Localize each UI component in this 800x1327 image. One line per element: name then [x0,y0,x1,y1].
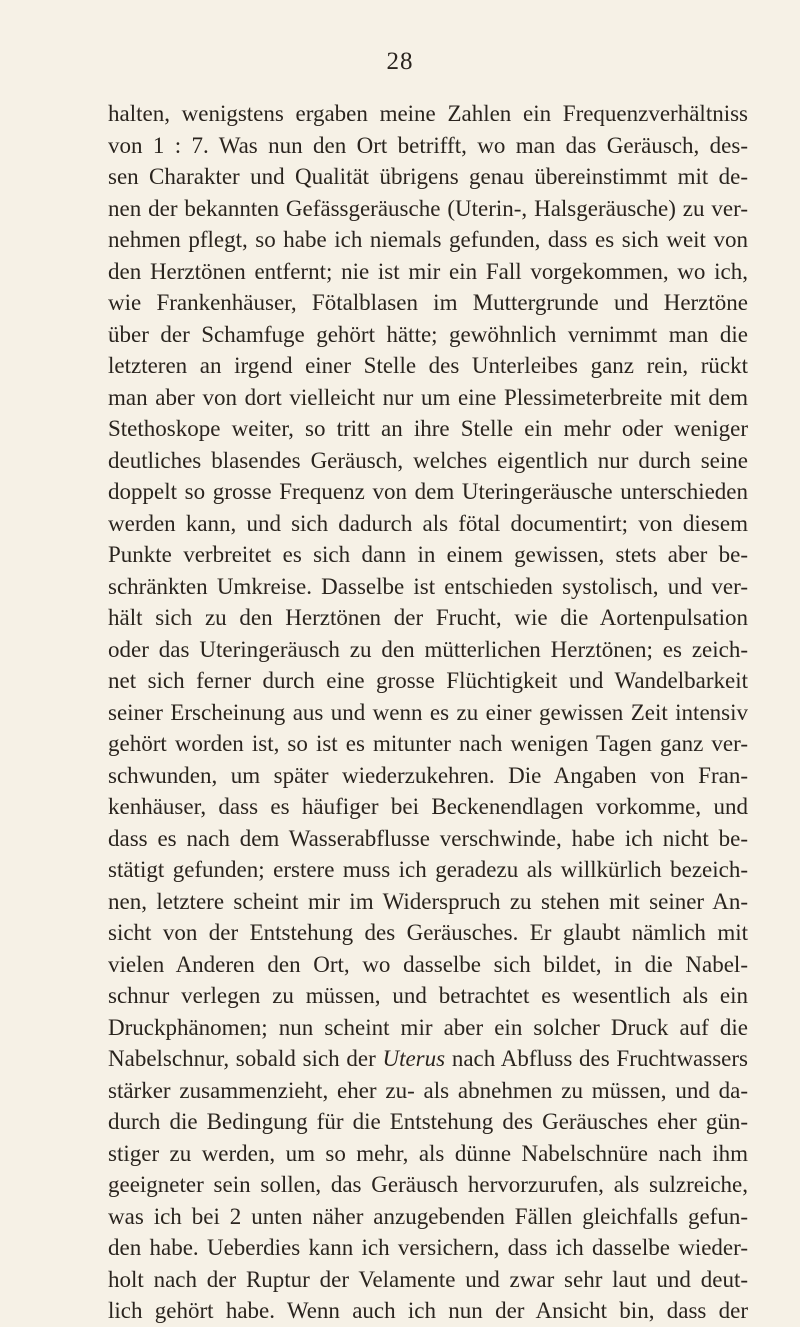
text-line-11: Stethoskope weiter, so tritt an ihre Stelle ein mehr oder weniger [108,416,748,441]
text-line-19: net sich ferner durch eine grosse Flüchtigkeit und Wandelbarkeit [108,668,748,693]
text-line-22: schwunden, um später wiederzukehren. Die Angaben von Fran- [108,762,748,788]
text-line-24: dass es nach dem Wasserabflusse verschwinde, habe ich nicht be- [108,825,748,851]
text-line-7: wie Frankenhäuser, Fötalblasen im Muttergrunde und Herztöne [108,290,748,315]
text-line-31-head: Nabelschnur, sobald sich der [108,1046,383,1071]
text-line-8: über der Schamfuge gehört hätte; gewöhnlich vernimmt man die [108,321,748,347]
text-line-25: stätigt gefunden; erstere muss ich geradezu als willkürlich bezeich- [108,857,748,882]
italic-term: Uterus [382,1046,446,1071]
text-line-6: den Herztönen entfernt; nie ist mir ein Fall vorgekommen, wo ich, [108,258,748,284]
text-line-2: von 1 : 7. Was nun den Ort betrifft, wo man das Geräusch, des- [108,132,748,158]
text-line-28: vielen Anderen den Ort, wo dasselbe sich bildet, in die Nabel- [108,951,748,977]
text-line-1: halten, wenigstens ergaben meine Zahlen ein Frequenzverhältniss [108,101,748,126]
text-line-20: seiner Erscheinung aus und wenn es zu einer gewissen Zeit intensiv [108,699,748,725]
text-line-26: nen, letztere scheint mir im Widerspruch zu stehen mit seiner An- [108,888,748,914]
text-line-23: kenhäuser, dass es häufiger bei Beckenendlagen vorkomme, und [108,794,748,819]
text-line-14: werden kann, und sich dadurch als fötal documentirt; von diesem [108,510,748,536]
text-line-17: hält sich zu den Herztönen der Frucht, wie die Aortenpulsation [108,605,748,630]
text-line-30: Druckphänomen; nun scheint mir aber ein solcher Druck auf die [108,1014,748,1040]
text-line-36: was ich bei 2 unten näher anzugebenden Fällen gleichfalls gefun- [108,1203,748,1229]
text-line-34: stiger zu werden, um so mehr, als dünne Nabelschnüre nach ihm [108,1140,748,1166]
text-line-29: schnur verlegen zu müssen, und betrachtet es wesentlich als ein [108,983,748,1008]
text-line-31 [108,1043,748,1075]
text-line-32: stärker zusammenzieht, eher zu- als abnehmen zu müssen, und da- [108,1077,748,1103]
text-line-3: sen Charakter und Qualität übrigens genau übereinstimmt mit de- [108,164,748,189]
text-line-27: sicht von der Entstehung des Geräusches. Er glaubt nämlich mit [108,920,748,945]
body-text [108,98,748,1327]
text-line-21: gehört worden ist, so ist es mitunter nach wenigen Tagen ganz ver- [108,731,748,756]
text-line-39: lich gehört habe. Wenn auch ich nun der Ansicht bin, dass der [108,1298,748,1323]
page-number: 28 [386,48,414,75]
text-line-37: den habe. Ueberdies kann ich versichern, dass ich dasselbe wieder- [108,1235,748,1260]
text-line-18: oder das Uteringeräusch zu den mütterlichen Herztönen; es zeich- [108,636,748,662]
text-line-33: durch die Bedingung für die Entstehung des Geräusches eher gün- [108,1109,748,1134]
text-line-9: letzteren an irgend einer Stelle des Unterleibes ganz rein, rückt [108,353,748,378]
text-line-13: doppelt so grosse Frequenz von dem Uteringeräusche unterschieden [108,479,748,504]
text-line-15: Punkte verbreitet es sich dann in einem gewissen, stets aber be- [108,542,748,567]
text-line-31-tail: nach Abfluss des Fruchtwassers [445,1046,748,1071]
text-line-4: nen der bekannten Gefässgeräusche (Uterin-, Halsgeräusche) zu ver- [108,195,748,221]
text-line-10: man aber von dort vielleicht nur um eine Plessimeterbreite mit dem [108,384,748,410]
text-line-35: geeigneter sein sollen, das Geräusch hervorzurufen, als sulzreiche, [108,1172,748,1197]
text-line-38: holt nach der Ruptur der Velamente und zwar sehr laut und deut- [108,1266,748,1292]
text-line-16: schränkten Umkreise. Dasselbe ist entschieden systolisch, und ver- [108,573,748,599]
text-line-5: nehmen pflegt, so habe ich niemals gefunden, dass es sich weit von [108,227,748,252]
text-line-12: deutliches blasendes Geräusch, welches eigentlich nur durch seine [108,447,748,473]
